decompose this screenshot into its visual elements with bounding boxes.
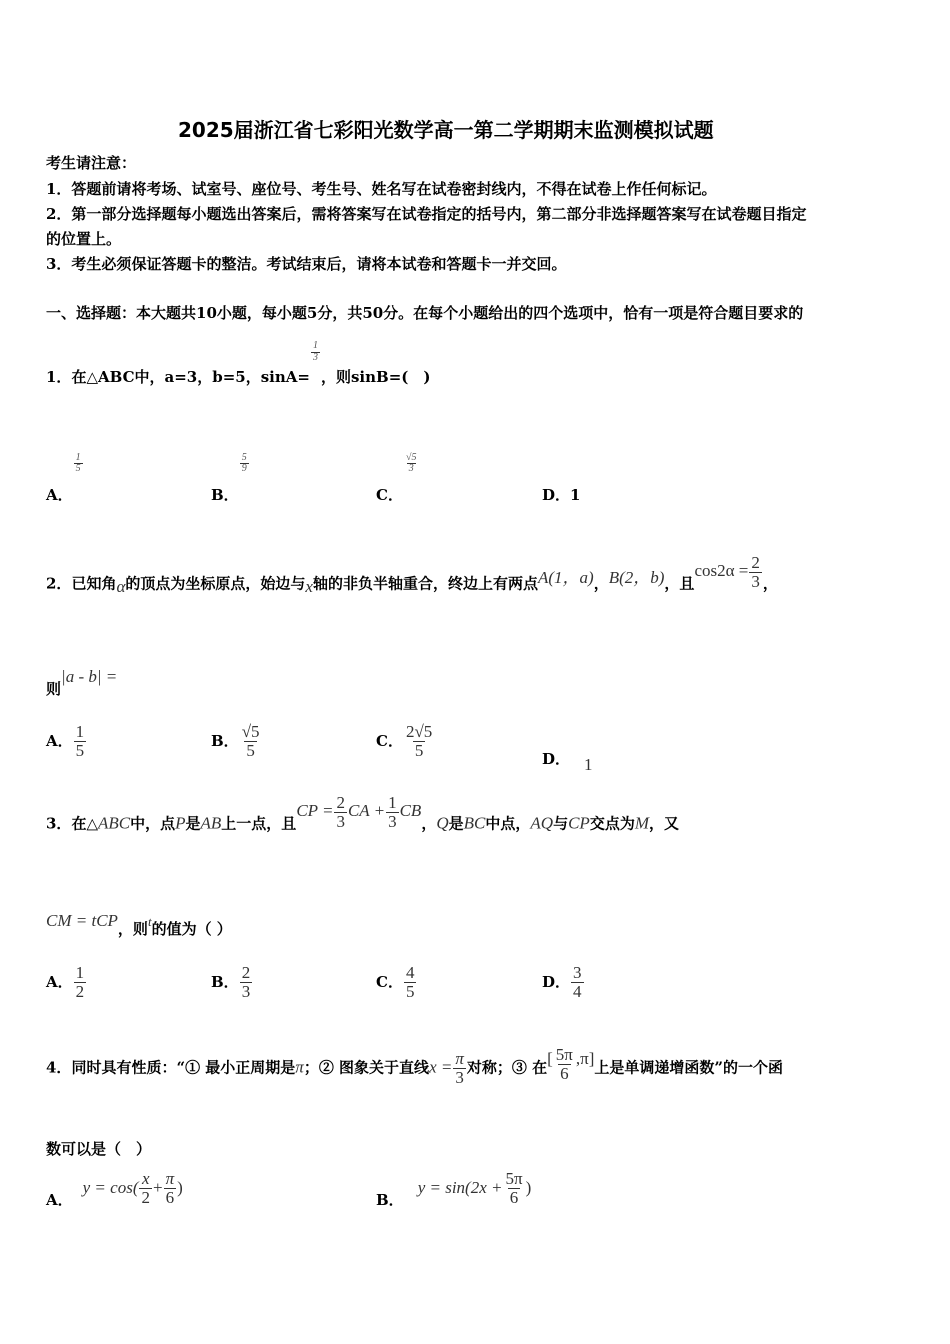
fraction: $\frac{1}{3}$ [312, 340, 318, 363]
question-number: 2． [46, 574, 72, 593]
page-title: 2025届浙江省七彩阳光数学高一第二学期期末监测模拟试题 [178, 118, 714, 142]
fraction: $\frac{4}{5}$ [405, 963, 415, 1001]
q3-option-d[interactable]: D． $\frac{3}{4}$ [542, 963, 582, 1001]
fraction: $\frac{√5}{5}$ [241, 722, 260, 760]
q3-option-c[interactable]: C． $\frac{4}{5}$ [376, 963, 415, 1001]
q3-option-a[interactable]: A． $\frac{1}{2}$ [46, 963, 85, 1001]
question-text: 在△ABC中，a=3，b=5，sinA= [71, 368, 310, 386]
fraction: $\frac{5\pi}{6}$ [555, 1045, 573, 1083]
q1-option-a[interactable]: A． $\frac{1}{5}$ [46, 451, 81, 504]
question-number: 1． [46, 368, 72, 386]
question-2-cont: 则|a - b| = [46, 667, 118, 698]
question-2: 2．已知角α的顶点为坐标原点，始边与x轴的非负半轴重合，终边上有两点A(1，a)，B(2，b)，且cos2α = $\frac{2}{3}$ ， [46, 553, 778, 597]
notice-item-1: 1．答题前请将考场、试室号、座位号、考生号、姓名写在试卷密封线内，不得在试卷上作任何标记。 [46, 180, 717, 198]
question-text: ，则sinB=( ) [320, 368, 431, 386]
question-4: 4．同时具有性质：“① 最小正周期是π；② 图象关于直线x = $\frac{\pi}{3}$ 对称；③ 在[ $\frac{5\pi}{6}$ ,π]上是单调递增函数”的一个函 [46, 1045, 784, 1087]
q4-option-b[interactable]: B．y = sin(2x + $\frac{5\pi}{6}$ ) [376, 1169, 532, 1209]
question-3-cont: CM = tCP，则t的值为（ ） [46, 911, 232, 938]
fraction: $\frac{x}{2}$ [141, 1169, 150, 1207]
notice-item-3: 3．考生必须保证答题卡的整洁。考试结束后，请将本试卷和答题卡一并交回。 [46, 255, 567, 273]
fraction: $\frac{2}{3}$ [241, 963, 251, 1001]
fraction: $\frac{1}{5}$ [75, 722, 85, 760]
fraction: $\frac{3}{4}$ [573, 963, 582, 1001]
q2-option-a[interactable]: A． $\frac{1}{5}$ [46, 722, 85, 760]
q1-option-d[interactable]: D．1 [542, 486, 581, 504]
notice-item-2: 2．第一部分选择题每小题选出答案后，需将答案写在试卷指定的括号内，第二部分非选择题答案写在试卷题目指定 [46, 205, 807, 223]
fraction: $\frac{\pi}{3}$ [455, 1049, 464, 1087]
fraction: $\frac{5}{9}$ [241, 451, 247, 474]
q2-option-b[interactable]: B． $\frac{√5}{5}$ [211, 722, 260, 760]
fraction: $\frac{2√5}{5}$ [405, 722, 433, 760]
notice-heading: 考生请注意： [46, 154, 137, 172]
fraction: $\frac{√5}{3}$ [405, 451, 417, 474]
fraction: $\frac{1}{3}$ [388, 793, 397, 831]
question-1 [46, 340, 431, 389]
q1-option-c[interactable]: C． $\frac{√5}{3}$ [376, 451, 417, 504]
fraction: $\frac{2}{3}$ [336, 793, 345, 831]
fraction: $\frac{2}{3}$ [751, 553, 760, 591]
fraction: $\frac{5\pi}{6}$ [505, 1169, 523, 1207]
notice-item-2-cont: 的位置上。 [46, 230, 122, 248]
q1-option-b[interactable]: B． $\frac{5}{9}$ [211, 451, 247, 504]
fraction: $\frac{1}{2}$ [75, 963, 85, 1001]
question-3: 3．在△ABC中，点P是AB上一点，且CP = $\frac{2}{3}$ CA + $\frac{1}{3}$ CB，Q是BC中点，AQ与CP交点为M，又 [46, 793, 680, 833]
q2-option-c[interactable]: C． $\frac{2√5}{5}$ [376, 722, 433, 760]
fraction: $\frac{1}{5}$ [75, 451, 81, 474]
question-4-cont: 数可以是（ ） [46, 1140, 152, 1158]
question-number: 3． [46, 814, 72, 833]
fraction: $\frac{\pi}{6}$ [165, 1169, 175, 1207]
q2-option-d[interactable]: D． 1 [542, 750, 593, 774]
section-heading: 一、选择题：本大题共10小题，每小题5分，共50分。在每个小题给出的四个选项中，恰有一项是符合题目要求的 [46, 304, 804, 322]
question-number: 4． [46, 1058, 72, 1077]
q3-option-b[interactable]: B． $\frac{2}{3}$ [211, 963, 251, 1001]
q4-option-a[interactable]: A．y = cos( $\frac{x}{2}$ + $\frac{\pi}{6}$ ) [46, 1169, 183, 1209]
